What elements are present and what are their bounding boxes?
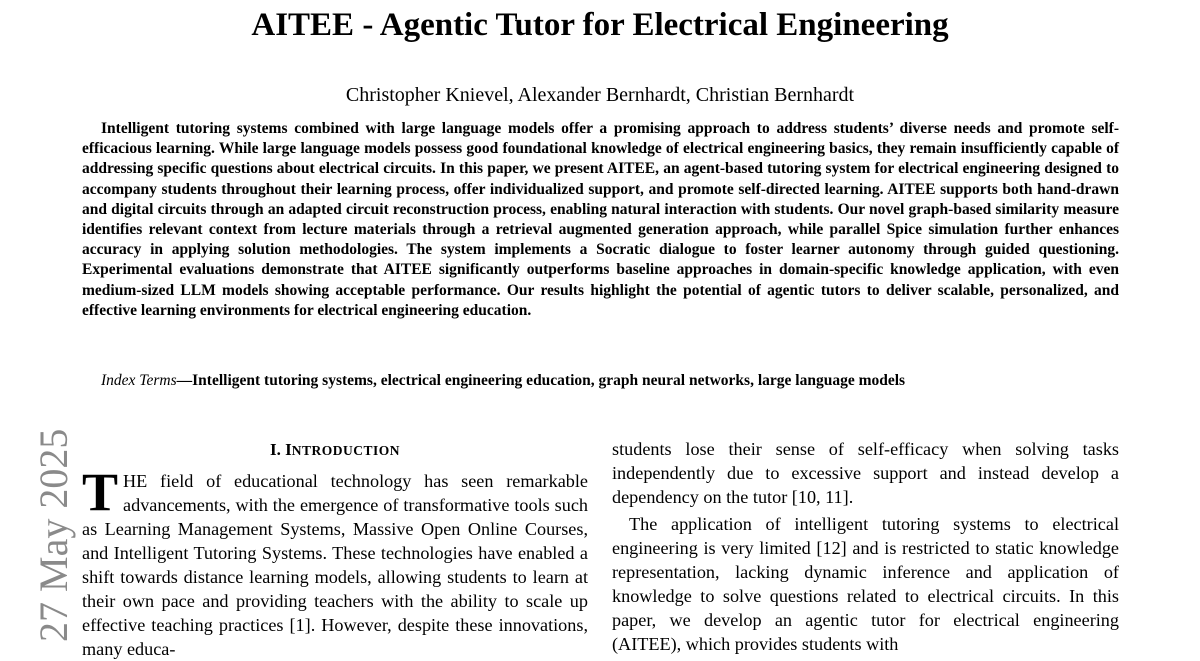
abstract: Intelligent tutoring systems combined with large language models offer a promising approach to address students’ diverse needs and promote self-efficacious learning. While large language models possess good foundational knowledge of electrical engineering basics, they remain insufficiently capable of addressing specific questions about electrical circuits. In this paper, we present AITEE, an agent-based tutoring system for electrical engineering designed to accompany students throughout their learning process, offer individualized support, and promote self-directed learning. AITEE supports both hand-drawn and digital circuits through an adapted circuit reconstruction process, enabling natural interaction with students. Our novel graph-based similarity measure identifies relevant context from lecture materials through a retrieval augmented generation approach, while parallel Spice simulation further enhances accuracy in applying solution methodologies. The system implements a Socratic dialogue to foster learner autonomy through guided questioning. Experimental evaluations demonstrate that AITEE significantly outperforms baseline approaches in domain-specific knowledge application, with even medium-sized LLM models showing acceptable performance. Our results highlight the potential of agentic tutors to deliver scalable, personalized, and effective learning environments for electrical engineering education.: [82, 120, 1119, 319]
left-column: [82, 437, 588, 661]
intro-paragraph-text: field of educational technology has seen remarkable advancements, with the emergence of transformative tools such as Learning Management Systems, Massive Open Online Courses, and Intelligent Tutoring Systems. These technologies have enabled a shift towards distance learning models, allowing students to learn at their own pace and providing teachers with the ability to scale up effective teaching practices [1]. However, despite these innovations, many educa-: [82, 471, 588, 659]
index-terms-label: Index Terms: [101, 372, 177, 389]
section-heading-introduction: [82, 437, 588, 464]
right-paragraph-2: The application of intelligent tutoring systems to electrical engineering is very limited [12] and is restricted to static knowledge representation, lacking dynamic inference and application of knowledge to solve questions related to electrical circuits. In this paper, we develop an agentic tutor for electrical engineering (AITEE), which provides students with: [612, 514, 1119, 654]
section-title-first-letter: I: [285, 440, 292, 459]
section-title-rest: NTRODUCTION: [291, 443, 400, 458]
intro-paragraph: [82, 462, 588, 661]
index-terms: [82, 371, 1119, 391]
arxiv-date-stamp: [31, 400, 76, 648]
drop-cap-letter: T: [82, 462, 119, 522]
right-paragraph-1: students lose their sense of self-efficacy when solving tasks independently due to excessive support and instead develop a dependency on the tutor [10, 11].: [612, 439, 1119, 507]
paper-title: AITEE - Agentic Tutor for Electrical Engineering: [251, 7, 949, 43]
arxiv-date-text: 27 May 2025: [31, 428, 76, 642]
section-number: I.: [269, 440, 286, 459]
intro-first-word-rest: HE: [123, 471, 148, 491]
author-list: Christopher Knievel, Alexander Bernhardt, Christian Bernhardt: [345, 84, 855, 106]
index-terms-list: —Intelligent tutoring systems, electrical engineering education, graph neural networks, large language models: [176, 372, 906, 389]
right-column: [612, 437, 1119, 656]
